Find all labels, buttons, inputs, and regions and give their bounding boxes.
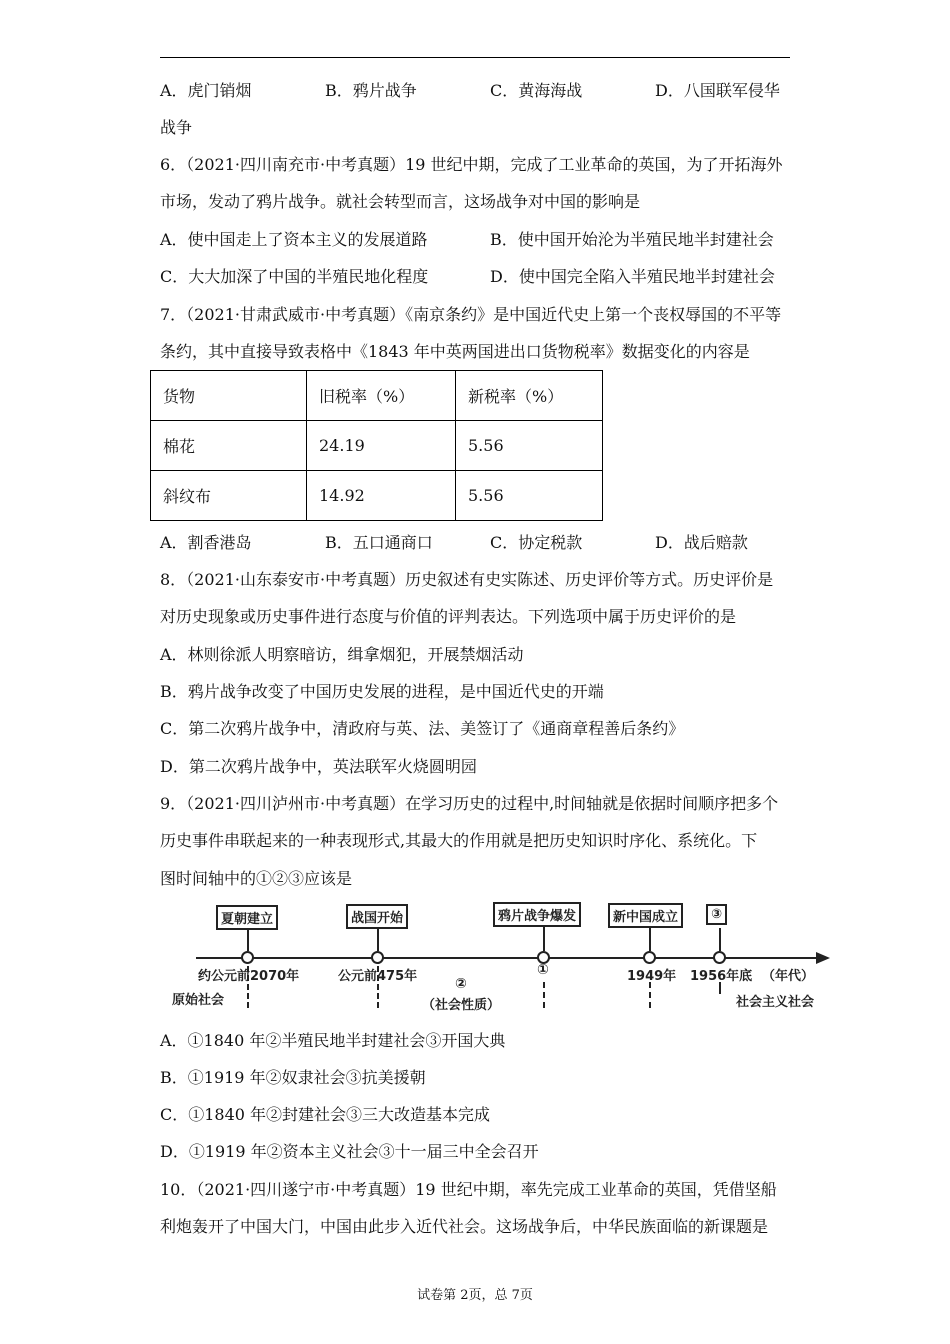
q8-stem-line1: 8．（2021·山东泰安市·中考真题）历史叙述有史实陈述、历史评价等方式。历史评价是 bbox=[160, 570, 774, 589]
timeline-right-society-label: 社会主义社会 bbox=[736, 995, 815, 1010]
timeline-date-label: 1949年 bbox=[627, 969, 677, 984]
timeline-date-label: ① bbox=[537, 962, 549, 978]
q6-option-c: C．大大加深了中国的半殖民地化程度 bbox=[160, 267, 429, 286]
timeline-date-label: 公元前475年 bbox=[338, 969, 418, 984]
q7-option-d: D．战后赔款 bbox=[655, 533, 748, 552]
timeline-event-box: 鸦片战争爆发 bbox=[493, 902, 581, 927]
q5-option-c: C．黄海海战 bbox=[490, 81, 583, 100]
q6-stem-line1: 6．（2021·四川南充市·中考真题）19 世纪中期，完成了工业革命的英国，为了开拓海外 bbox=[160, 155, 783, 174]
q9-stem-line2: 历史事件串联起来的一种表现形式,其最大的作用就是把历史知识时序化、系统化。下 bbox=[160, 831, 758, 850]
timeline-axis bbox=[196, 957, 820, 959]
q6-option-a: A．使中国走上了资本主义的发展道路 bbox=[160, 230, 428, 249]
timeline-unit-label: （年代） bbox=[762, 969, 815, 984]
timeline-connector bbox=[649, 927, 651, 951]
q8-option-c: C．第二次鸦片战争中，清政府与英、法、美签订了《通商章程善后条约》 bbox=[160, 719, 685, 738]
timeline-date-label: 1956年底 bbox=[690, 969, 753, 984]
timeline-connector bbox=[543, 926, 545, 951]
timeline-divider bbox=[649, 982, 651, 1008]
timeline-connector bbox=[719, 928, 721, 951]
table-row bbox=[151, 421, 603, 471]
timeline-point bbox=[371, 951, 384, 964]
table-cell: 24.19 bbox=[307, 421, 456, 471]
q10-stem-line1: 10．（2021·四川遂宁市·中考真题）19 世纪中期，率先完成工业革命的英国，凭借坚船 bbox=[160, 1180, 777, 1199]
timeline-point bbox=[713, 951, 726, 964]
q9-option-a: A．①1840 年②半殖民地半封建社会③开国大典 bbox=[160, 1031, 506, 1050]
table-cell: 棉花 bbox=[151, 421, 307, 471]
timeline-event-box: 新中国成立 bbox=[608, 903, 683, 928]
table-cell: 5.56 bbox=[456, 471, 603, 521]
timeline-point bbox=[643, 951, 656, 964]
timeline-event-box: ③ bbox=[706, 904, 727, 925]
timeline-connector bbox=[377, 928, 379, 951]
timeline-event-box: 夏朝建立 bbox=[216, 905, 278, 930]
q8-option-d: D．第二次鸦片战争中，英法联军火烧圆明园 bbox=[160, 757, 477, 776]
q7-option-c: C．协定税款 bbox=[490, 533, 583, 552]
q6-option-b: B．使中国开始沦为半殖民地半封建社会 bbox=[490, 230, 774, 249]
timeline-arrowhead bbox=[816, 952, 830, 964]
q9-option-d: D．①1919 年②资本主义社会③十一届三中全会召开 bbox=[160, 1142, 539, 1161]
q9-option-c: C．①1840 年②封建社会③三大改造基本完成 bbox=[160, 1105, 491, 1124]
q9-option-b: B．①1919 年②奴隶社会③抗美援朝 bbox=[160, 1068, 426, 1087]
q5-option-d-continued: 战争 bbox=[160, 118, 193, 137]
q9-stem-line1: 9．（2021·四川泸州市·中考真题）在学习历史的过程中,时间轴就是依据时间顺序把多个 bbox=[160, 794, 779, 813]
q5-option-d: D．八国联军侵华 bbox=[655, 81, 780, 100]
q5-option-b: B．鸦片战争 bbox=[325, 81, 417, 100]
timeline-connector bbox=[247, 929, 249, 951]
q8-stem-line2: 对历史现象或历史事件进行态度与价值的评判表达。下列选项中属于历史评价的是 bbox=[160, 607, 737, 626]
timeline-left-society-label: 原始社会 bbox=[172, 993, 225, 1008]
timeline-divider bbox=[543, 982, 545, 1008]
q7-option-a: A．割香港岛 bbox=[160, 533, 252, 552]
header-rule bbox=[160, 57, 790, 58]
table-row bbox=[151, 471, 603, 521]
q7-stem-line1: 7．（2021·甘肃武威市·中考真题）《南京条约》是中国近代史上第一个丧权辱国的不平等 bbox=[160, 305, 782, 324]
timeline-event-box: 战国开始 bbox=[346, 904, 408, 929]
table-header-cell: 旧税率（%） bbox=[307, 371, 456, 421]
table-cell: 14.92 bbox=[307, 471, 456, 521]
history-timeline-figure bbox=[160, 896, 840, 1022]
table-header-row bbox=[151, 371, 603, 421]
timeline-date-label: 约公元前2070年 bbox=[198, 969, 300, 984]
tax-rate-table bbox=[150, 370, 603, 521]
timeline-point bbox=[241, 951, 254, 964]
timeline-blank-2: ② bbox=[455, 976, 467, 992]
q9-stem-line3: 图时间轴中的①②③应该是 bbox=[160, 869, 353, 888]
timeline-society-nature-label: （社会性质） bbox=[422, 998, 501, 1013]
q10-stem-line2: 利炮轰开了中国大门，中国由此步入近代社会。这场战争后，中华民族面临的新课题是 bbox=[160, 1217, 769, 1236]
q7-stem-line2: 条约，其中直接导致表格中《1843 年中英两国进出口货物税率》数据变化的内容是 bbox=[160, 342, 750, 361]
table-header-cell: 货物 bbox=[151, 371, 307, 421]
table-cell: 5.56 bbox=[456, 421, 603, 471]
q6-stem-line2: 市场，发动了鸦片战争。就社会转型而言，这场战争对中国的影响是 bbox=[160, 192, 641, 211]
table-header-cell: 新税率（%） bbox=[456, 371, 603, 421]
q6-option-d: D．使中国完全陷入半殖民地半封建社会 bbox=[490, 267, 775, 286]
q8-option-a: A．林则徐派人明察暗访，缉拿烟犯，开展禁烟活动 bbox=[160, 645, 524, 664]
page-footer: 试卷第 2页，总 7页 bbox=[417, 1288, 533, 1303]
q7-option-b: B．五口通商口 bbox=[325, 533, 433, 552]
q5-option-a: A．虎门销烟 bbox=[160, 81, 252, 100]
q8-option-b: B．鸦片战争改变了中国历史发展的进程，是中国近代史的开端 bbox=[160, 682, 604, 701]
table-cell: 斜纹布 bbox=[151, 471, 307, 521]
